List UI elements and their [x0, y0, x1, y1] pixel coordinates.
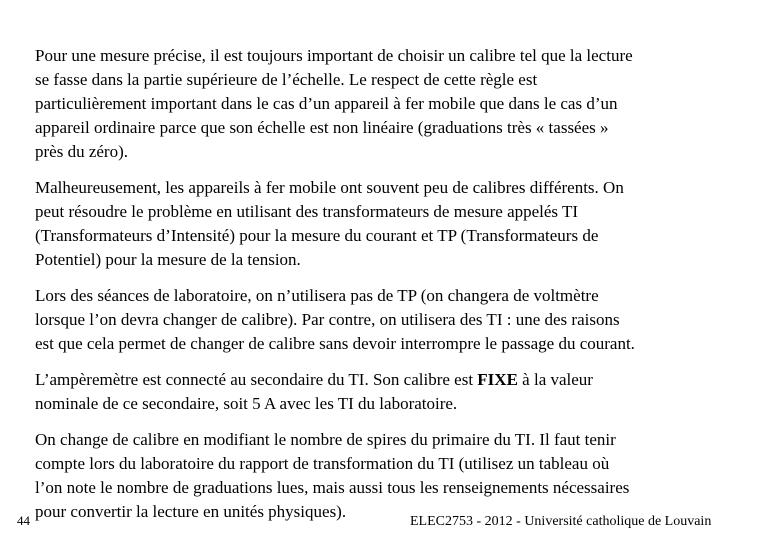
slide-number: 44 [17, 513, 30, 528]
text-line: nominale de ce secondaire, soit 5 A avec les TI du laboratoire. [35, 394, 458, 413]
text-line: l’on note le nombre de graduations lues, mais aussi tous les renseignements nécessaires [35, 478, 630, 497]
text-line: particulièrement important dans le cas d’un appareil à fer mobile que dans le cas d’un [35, 94, 618, 113]
paragraph-transformers [35, 176, 755, 272]
text-line: peut résoudre le problème en utilisant des transformateurs de mesure appelés TI [35, 202, 579, 221]
text-line: appareil ordinaire parce que son échelle est non linéaire (graduations très « tassées » [35, 118, 609, 137]
text-line: Lors des séances de laboratoire, on n’utilisera pas de TP (on changera de voltmètre [35, 286, 599, 305]
text-line: lorsque l’on devra changer de calibre). Par contre, on utilisera des TI : une des raisons [35, 310, 620, 329]
text-segment: à la valeur [517, 370, 593, 389]
text-line: Potentiel) pour la mesure de la tension. [35, 250, 301, 269]
paragraph-ammeter [35, 368, 755, 416]
text-line: Pour une mesure précise, il est toujours important de choisir un calibre tel que la lecture [35, 46, 633, 65]
text-line: Malheureusement, les appareils à fer mobile ont souvent peu de calibres différents. On [35, 178, 624, 197]
paragraph-change-calibre [35, 428, 755, 524]
text-line: pour convertir la lecture en unités physiques). [35, 502, 347, 521]
text-line: compte lors du laboratoire du rapport de transformation du TI (utilisez un tableau où [35, 454, 610, 473]
text-line: est que cela permet de changer de calibre sans devoir interrompre le passage du courant. [35, 334, 635, 353]
text-line: (Transformateurs d’Intensité) pour la mesure du courant et TP (Transformateurs de [35, 226, 599, 245]
bold-fixe: FIXE [477, 370, 518, 389]
text-segment: L’ampèremètre est connecté au secondaire du TI. Son calibre est [35, 370, 478, 389]
text-line [35, 368, 755, 392]
paragraph-calibre-choice [35, 44, 755, 164]
text-line: se fasse dans la partie supérieure de l’échelle. Le respect de cette règle est [35, 70, 538, 89]
text-line: On change de calibre en modifiant le nombre de spires du primaire du TI. Il faut tenir [35, 430, 616, 449]
paragraph-laboratory-sessions [35, 284, 755, 356]
text-line: près du zéro). [35, 142, 128, 161]
footer-text: ELEC2753 - 2012 - Université catholique de Louvain [410, 514, 712, 529]
